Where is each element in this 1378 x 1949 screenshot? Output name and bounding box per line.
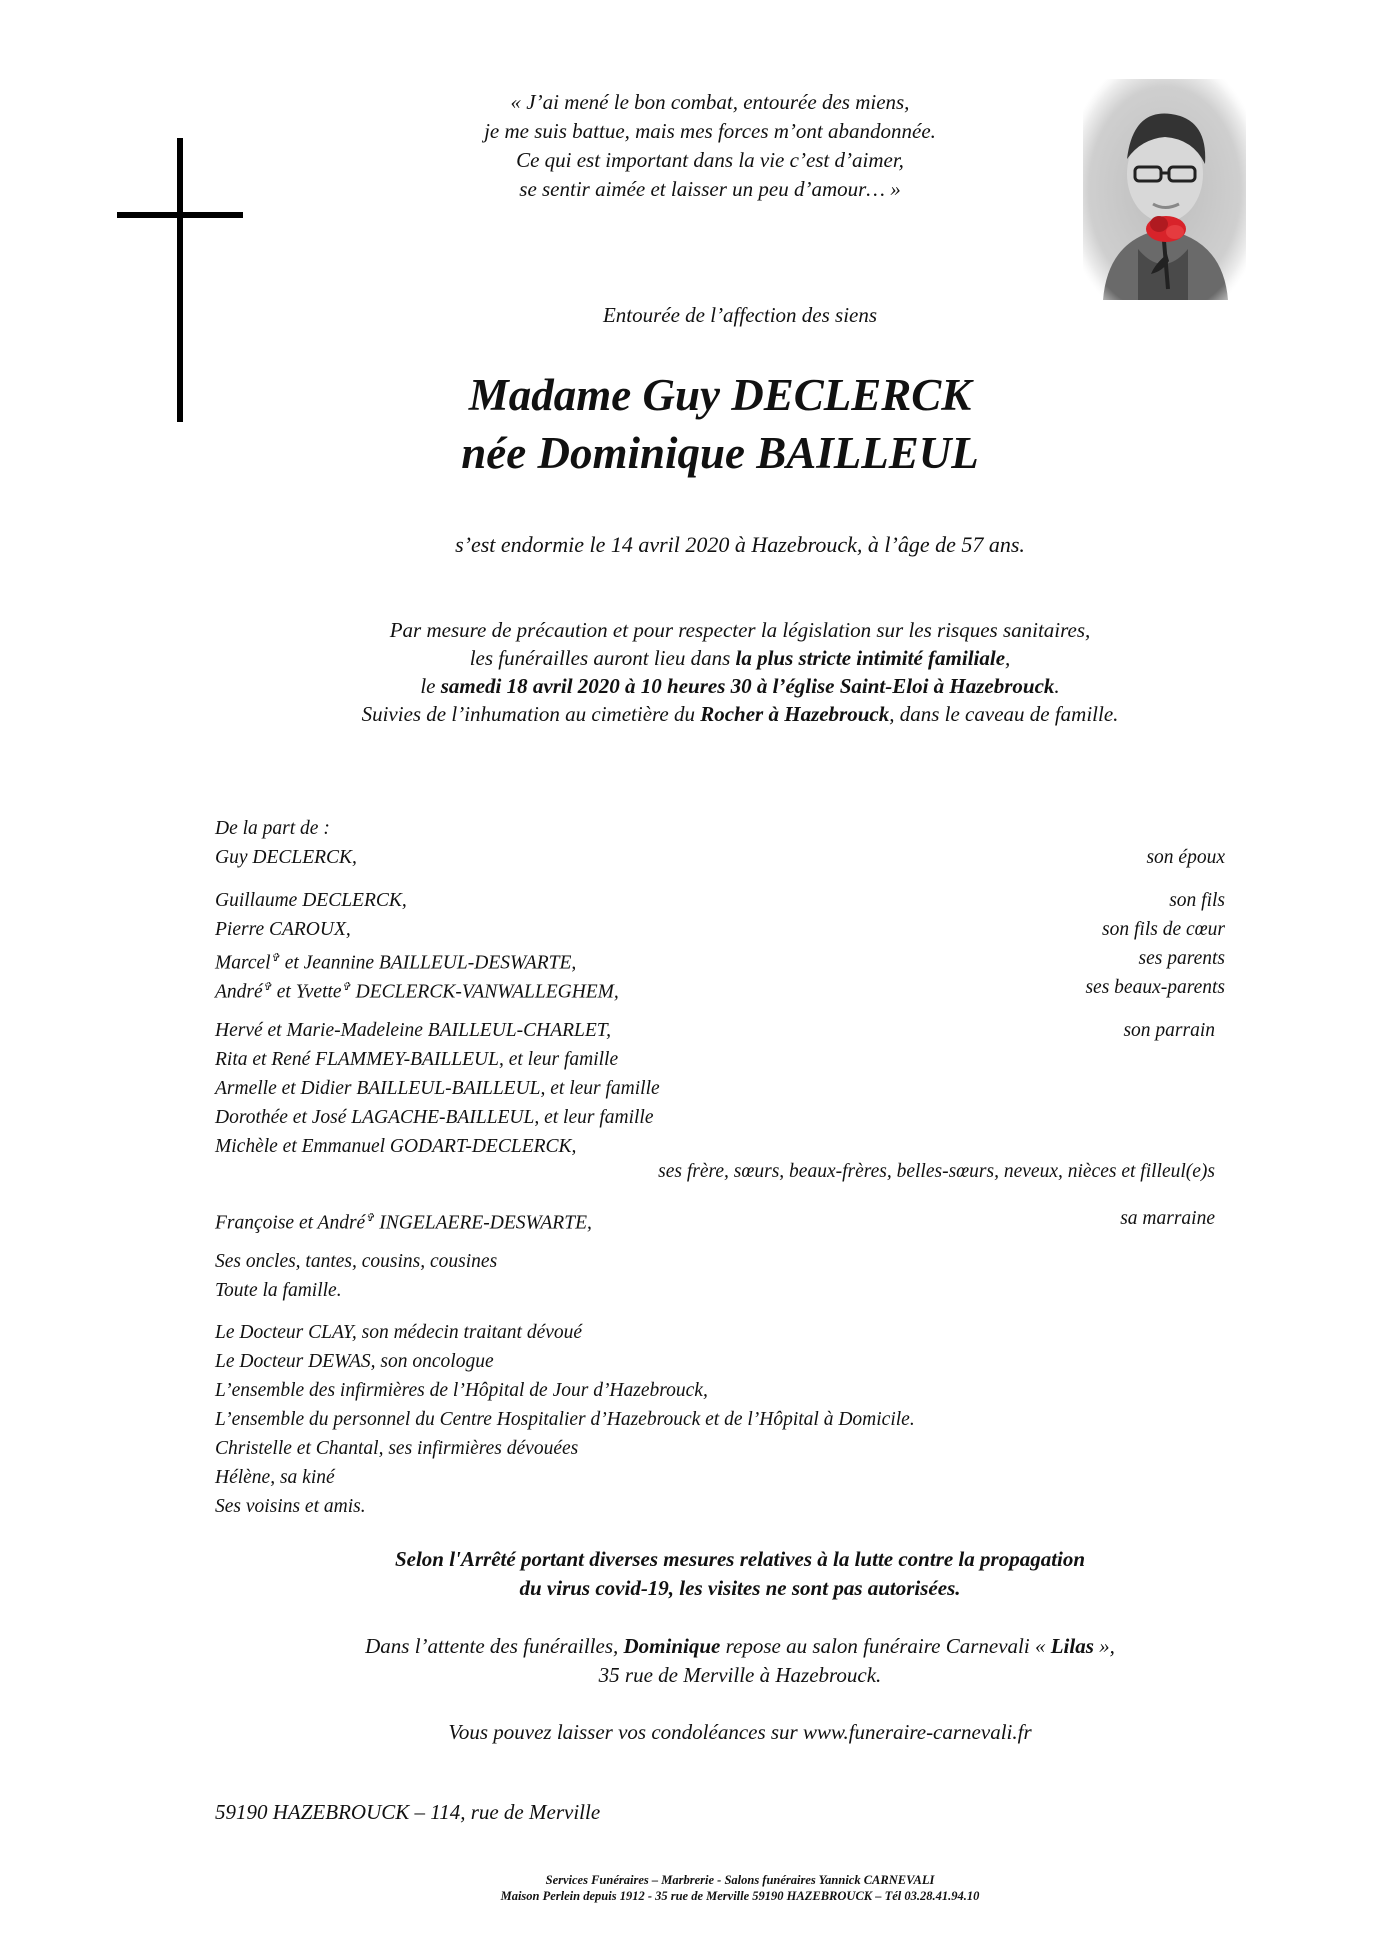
emphasis: Rocher à Hazebrouck: [700, 702, 890, 726]
text: et Yvette: [271, 981, 342, 1003]
family-relation: son parrain: [1123, 1020, 1215, 1041]
text: Dans l’attente des funérailles,: [365, 1634, 624, 1658]
family-line: Le Docteur CLAY, son médecin traitant dévoué: [215, 1322, 583, 1343]
portrait-image: [1083, 79, 1246, 300]
text: »,: [1093, 1634, 1115, 1658]
family-relation: ses parents: [1138, 948, 1225, 969]
family-line: L’ensemble des infirmières de l’Hôpital de Jour d’Hazebrouck,: [215, 1380, 708, 1401]
family-relation-group: ses frère, sœurs, beaux-frères, belles-sœurs, neveux, nièces et filleul(e)s: [658, 1161, 1215, 1182]
emphasis: Lilas: [1050, 1634, 1094, 1658]
funeral-home-notice: [200, 1632, 1280, 1690]
text: .: [1054, 674, 1060, 698]
family-row: [215, 1204, 1225, 1233]
family-row: [215, 973, 1225, 1002]
family-row: [215, 915, 1225, 944]
family-line: Michèle et Emmanuel GODART-DECLERCK,: [215, 1136, 577, 1157]
family-row: [215, 886, 1225, 915]
text: les funérailles auront lieu dans: [469, 646, 736, 670]
covid-notice: [200, 1545, 1280, 1603]
footer-line: Services Funéraires – Marbrerie - Salons funéraires Yannick CARNEVALI: [545, 1873, 935, 1887]
family-name: Hervé et Marie-Madeleine BAILLEUL-CHARLET,: [215, 1020, 612, 1041]
text: André: [215, 981, 263, 1003]
emphasis: samedi 18 avril 2020 à 10 heures 30 à l’église Saint-Eloi à Hazebrouck: [440, 674, 1055, 698]
text: , dans le caveau de famille.: [889, 702, 1119, 726]
text: et Jeannine BAILLEUL-DESWARTE,: [279, 952, 577, 974]
address: 59190 HAZEBROUCK – 114, rue de Merville: [215, 1800, 601, 1824]
attente-line: 35 rue de Merville à Hazebrouck.: [598, 1663, 882, 1687]
family-row: [215, 843, 1225, 872]
deceased-mark-icon: ✞: [270, 952, 280, 964]
notice-line: du virus covid-19, les visites ne sont pas autorisées.: [519, 1576, 961, 1600]
deceased-mark-icon: ✞: [341, 981, 351, 993]
portrait-photo: [1083, 79, 1246, 300]
emphasis: la plus stricte intimité familiale: [735, 646, 1006, 670]
text: Françoise et André: [215, 1212, 366, 1234]
notice-line: Selon l'Arrêté portant diverses mesures relatives à la lutte contre la propagation: [394, 1547, 1086, 1571]
footer-line: Maison Perlein depuis 1912 - 35 rue de Merville 59190 HAZEBROUCK – Tél 03.28.41.94.10: [500, 1889, 980, 1903]
deceased-mark-icon: ✞: [365, 1212, 375, 1224]
family-line: L’ensemble du personnel du Centre Hospitalier d’Hazebrouck et de l’Hôpital à Domicile.: [215, 1409, 915, 1430]
family-relation: sa marraine: [1120, 1208, 1215, 1229]
family-line: Le Docteur DEWAS, son oncologue: [215, 1351, 494, 1372]
quote-line: se sentir aimée et laisser un peu d’amour… »: [519, 177, 901, 201]
family-name: Guillaume DECLERCK,: [215, 890, 407, 911]
family-line: Toute la famille.: [215, 1280, 342, 1301]
family-line: Armelle et Didier BAILLEUL-BAILLEUL, et leur famille: [215, 1078, 660, 1099]
entouree-line: Entourée de l’affection des siens: [602, 303, 878, 327]
cross-icon-horizontal: [117, 212, 243, 218]
quote-line: je me suis battue, mais mes forces m’ont abandonnée.: [484, 119, 936, 143]
emphasis: Dominique: [623, 1634, 721, 1658]
footer: [200, 1872, 1280, 1904]
family-relation: son fils de cœur: [1102, 919, 1225, 940]
family-line: Rita et René FLAMMEY-BAILLEUL, et leur famille: [215, 1049, 619, 1070]
text: DECLERCK-VANWALLEGHEM,: [350, 981, 619, 1003]
deceased-maiden-name: née Dominique BAILLEUL: [461, 428, 979, 478]
precaution-line: [200, 644, 1280, 672]
condolences-link-text: Vous pouvez laisser vos condoléances sur www.funeraire-carnevali.fr: [448, 1720, 1032, 1744]
quote-line: « J’ai mené le bon combat, entourée des miens,: [510, 90, 910, 114]
family-line: Ses oncles, tantes, cousins, cousines: [215, 1251, 498, 1272]
text: Marcel: [215, 952, 271, 974]
family-row: [215, 1016, 1225, 1045]
text: ,: [1005, 646, 1011, 670]
attente-line: [200, 1632, 1280, 1661]
family-line: Hélène, sa kiné: [215, 1467, 335, 1488]
family-name: Guy DECLERCK,: [215, 847, 357, 868]
family-line: Christelle et Chantal, ses infirmières dévouées: [215, 1438, 579, 1459]
family-intro: De la part de :: [215, 818, 330, 839]
precaution-line: [200, 672, 1280, 700]
family-name: [215, 1204, 592, 1238]
family-row: [215, 944, 1225, 973]
family-relation: son fils: [1169, 890, 1225, 911]
funeral-details: [200, 616, 1280, 728]
family-line: Dorothée et José LAGACHE-BAILLEUL, et leur famille: [215, 1107, 654, 1128]
family-relation: son époux: [1146, 847, 1225, 868]
epitaph-quote: [280, 88, 1140, 204]
precaution-line: [200, 700, 1280, 728]
family-relation: ses beaux-parents: [1085, 977, 1225, 998]
family-name: Pierre CAROUX,: [215, 919, 351, 940]
family-line: Ses voisins et amis.: [215, 1496, 366, 1517]
death-announcement: s’est endormie le 14 avril 2020 à Hazebrouck, à l’âge de 57 ans.: [455, 532, 1025, 557]
deceased-name: Madame Guy DECLERCK: [468, 370, 972, 420]
quote-line: Ce qui est important dans la vie c’est d’aimer,: [516, 148, 904, 172]
deceased-mark-icon: ✞: [262, 981, 272, 993]
text: Suivies de l’inhumation au cimetière du: [361, 702, 701, 726]
cross-icon-vertical: [177, 138, 183, 422]
family-name: [215, 973, 619, 1007]
precaution-line: Par mesure de précaution et pour respecter la législation sur les risques sanitaires,: [389, 618, 1091, 642]
text: le: [420, 674, 441, 698]
text: INGELAERE-DESWARTE,: [374, 1212, 592, 1234]
text: repose au salon funéraire Carnevali «: [720, 1634, 1051, 1658]
